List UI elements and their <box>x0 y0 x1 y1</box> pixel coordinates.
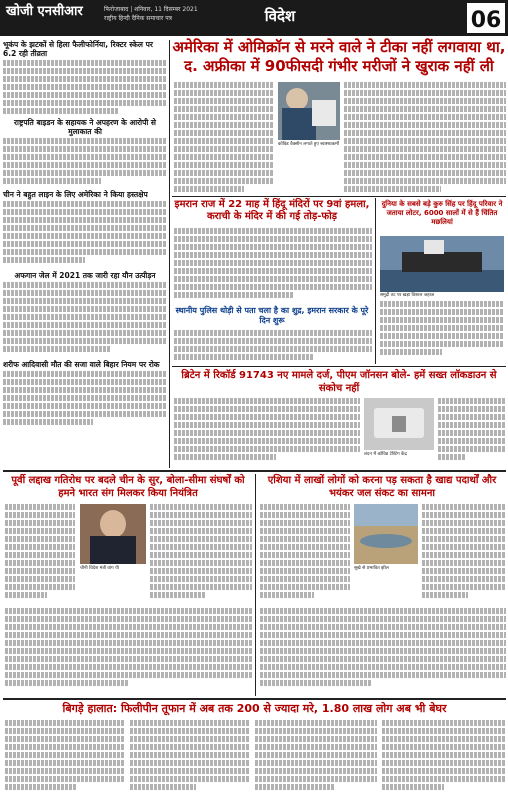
page-number: 06 <box>464 0 508 36</box>
temple-headline: इमरान राज में 22 माह में हिंदू मंदिरों पर 9वां हमला, कराची के मंदिर में की गई तोड़-फोड़ <box>174 199 370 222</box>
lead-headline: अमेरिका में ओमिक्रॉन से मरने वाले ने टीका नहीं लगवाया था, द. अफ्रीका में 90फीसदी गंभीर मरीजों ने खुराक नहीं ली <box>172 38 506 75</box>
story-body <box>3 138 167 190</box>
left-column <box>3 40 167 468</box>
section-divider <box>172 366 506 367</box>
story-body <box>3 282 167 360</box>
column-divider <box>255 474 256 696</box>
lead-story-body <box>344 82 506 194</box>
ship-headline: दुनिया के सबसे बड़े कुरु सिंह पर हिंदू परिवार ने जताया लोटर, 6000 सालों में से हैं चिंतित मछलियां <box>381 200 503 226</box>
column-divider <box>169 40 170 468</box>
lead-story-body <box>174 82 274 194</box>
covid-test-photo <box>364 398 434 450</box>
china-headline: पूर्वी लद्दाख गतिरोध पर बदले चीन के सुर, बोला-सीमा संघर्षों को हमने भारत संग मिलकर किया नियंत्रित <box>11 475 245 499</box>
britain-story-body <box>438 398 506 466</box>
temple-sub-headline: स्थानीय पुलिस थोड़ी से पता चला है का शुद्र, इमरान सरकार के पूरे दिन शुरू <box>175 306 369 325</box>
china-story-body <box>150 504 252 604</box>
britain-headline: ब्रिटेन में रिकॉर्ड 91743 नए मामले दर्ज, पीएम जॉनसन बोले- हमें सख्त लॉकडाउन से संकोच नहीं <box>181 370 497 394</box>
china-story-body <box>5 504 75 604</box>
header-tagline: राष्ट्रीय हिन्दी दैनिक समाचार पत्र <box>104 15 172 22</box>
temple-story-body <box>174 330 372 364</box>
story-body <box>3 201 167 271</box>
asia-story-body <box>260 608 506 694</box>
temple-story-body <box>174 228 372 304</box>
header-date: फिरोजाबाद | शनिवार, 11 दिसम्बर 2021 <box>104 6 198 13</box>
ship-photo <box>380 236 504 292</box>
wang-yi-photo <box>80 504 146 564</box>
section-divider <box>172 196 506 197</box>
philippines-story-body <box>130 720 250 796</box>
ship-story-body <box>380 301 504 363</box>
wang-yi-photo-caption: चीनी विदेश मंत्री वांग यी <box>80 566 119 571</box>
asia-story-body <box>260 504 350 604</box>
drought-lake-photo-caption: सूखे से प्रभावित झील <box>354 566 389 571</box>
britain-story-body <box>174 398 360 466</box>
section-divider <box>3 698 506 700</box>
philippines-story-body <box>255 720 377 796</box>
story-headline-afghan-jail: अफगान जेल में 2021 तक जारी रहा यौन उत्पीड़न <box>14 271 156 280</box>
asia-headline: एशिया में लाखों लोगों को करना पड़ सकता है खाद्य पदार्थों और भयंकर जल संकट का सामना <box>267 475 497 499</box>
vaccine-photo-caption: कोविड वैक्सीन लगाते हुए स्वास्थ्यकर्मी <box>278 142 339 147</box>
column-divider <box>375 198 376 364</box>
story-headline-china-line: चीन ने बहुत लाइन के लिए अमेरिका ने किया हस्तक्षेप <box>3 190 148 199</box>
ship-photo-caption: समुद्री तट पर खड़ा विशाल जहाज <box>380 293 435 298</box>
story-headline-death-penalty: शरीफ आदिवासी मौत की सजा वाले बिहार नियम पर रोक <box>3 360 160 369</box>
story-body <box>3 371 167 431</box>
asia-story-body <box>422 504 506 604</box>
philippines-headline: बिगड़े हालात: फिलीपीन तूफान में अब तक 200 से ज्यादा मरे, 1.80 लाख लोग अब भी बेघर <box>62 702 447 715</box>
page-header <box>0 0 508 36</box>
philippines-story-body <box>382 720 506 796</box>
drought-lake-photo <box>354 504 418 564</box>
newspaper-brand: खोजी एनसीआर <box>6 4 83 19</box>
section-title: विदेश <box>264 7 296 25</box>
china-story-body <box>5 608 252 694</box>
story-body <box>3 60 167 118</box>
story-headline-biden: राष्ट्रपति बाइडन के सहायक ने अपहरण के आरोपी से मुलाकात की <box>13 118 157 136</box>
vaccine-photo <box>278 82 340 140</box>
philippines-story-body <box>5 720 125 796</box>
section-divider <box>3 470 506 472</box>
story-headline-earthquake: भूकंप के झटकों से हिला फैलीफोर्निया, रिक्टर स्केल पर 6.2 रही तीव्रता <box>3 40 153 58</box>
covid-test-photo-caption: लंदन में कोविड टेस्टिंग केंद्र <box>364 452 407 457</box>
